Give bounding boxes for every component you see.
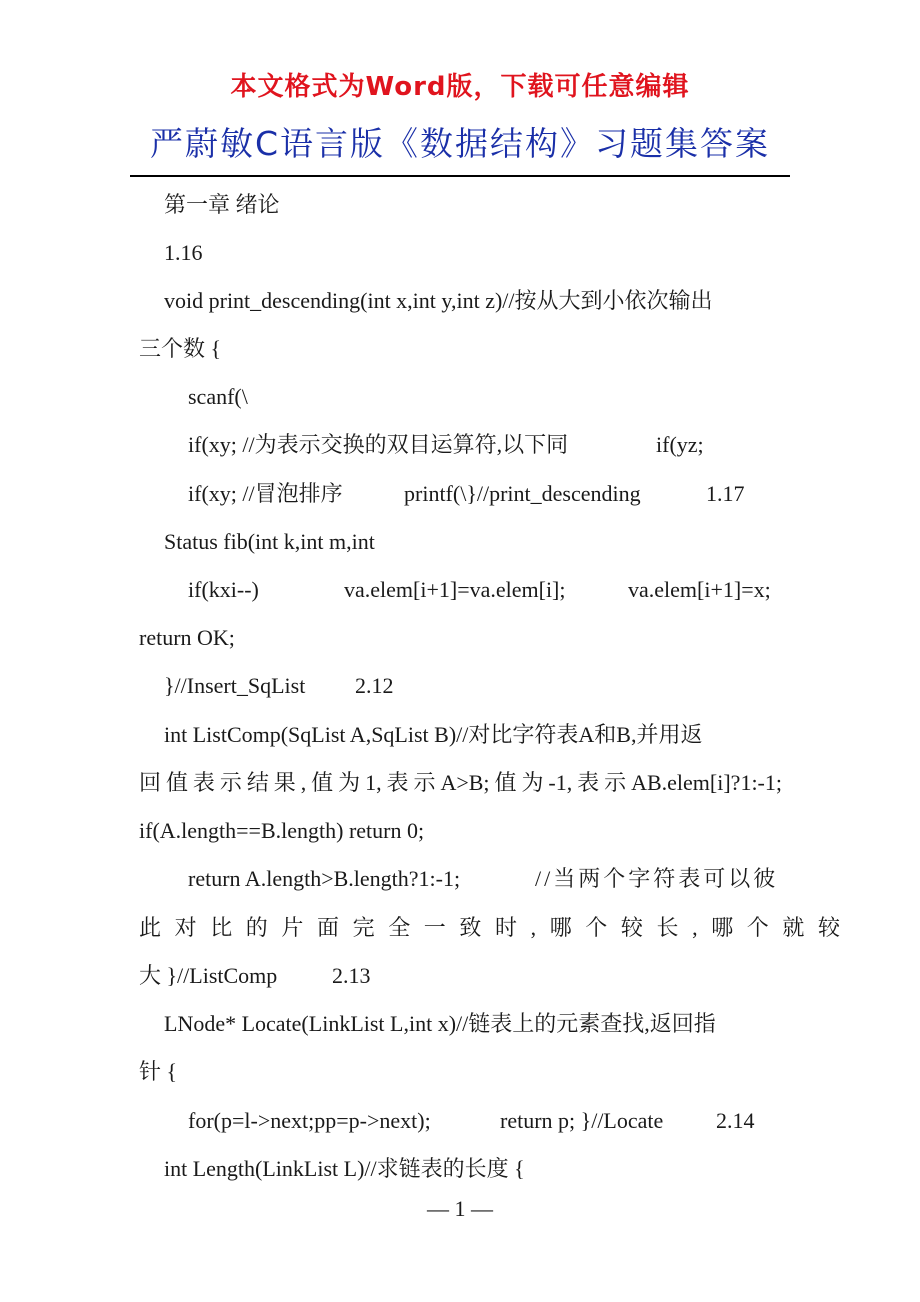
page-number: — 1 — bbox=[427, 1196, 493, 1221]
code-line: va.elem[i+1]=x; bbox=[628, 577, 771, 602]
code-line: va.elem[i+1]=va.elem[i]; bbox=[344, 577, 566, 602]
code-line: Status fib(int k,int m,int bbox=[164, 529, 375, 554]
code-line: 三个数 { bbox=[139, 336, 222, 361]
code-line: //当两个字符表可以彼 bbox=[535, 866, 779, 891]
title-divider bbox=[130, 175, 790, 177]
chapter-heading: 第一章 绪论 bbox=[164, 192, 280, 217]
code-line: scanf(\ bbox=[188, 384, 248, 409]
code-line: return p; }//Locate bbox=[500, 1108, 664, 1133]
code-line: if(kxi--) bbox=[188, 577, 259, 602]
code-line: return A.length>B.length?1:-1; bbox=[188, 866, 461, 891]
code-line: LNode* Locate(LinkList L,int x)//链表上的元素查找,返回指 bbox=[164, 1011, 716, 1036]
code-line: int Length(LinkList L)//求链表的长度 { bbox=[164, 1156, 525, 1181]
download-banner: 本文格式为Word版，下载可任意编辑 bbox=[230, 72, 690, 102]
code-line: if(A.length==B.length) return 0; bbox=[139, 818, 425, 843]
code-line: if(yz; bbox=[656, 432, 704, 457]
code-line: 针 { bbox=[139, 1059, 178, 1084]
code-line: if(xy; //为表示交换的双目运算符,以下同 bbox=[188, 432, 569, 457]
code-line: 回值表示结果,值为1,表示A>B;值为-1,表示AB.elem[i]?1:-1; bbox=[139, 770, 782, 795]
exercise-number: 2.12 bbox=[355, 673, 394, 698]
exercise-number: 1.17 bbox=[706, 481, 745, 506]
code-line: for(p=l->next;pp=p->next); bbox=[188, 1108, 431, 1133]
code-line: if(xy; //冒泡排序 bbox=[188, 481, 343, 506]
code-line: return OK; bbox=[139, 625, 235, 650]
exercise-number: 2.13 bbox=[332, 963, 371, 988]
code-line: }//Insert_SqList bbox=[164, 673, 306, 698]
code-line: int ListComp(SqList A,SqList B)//对比字符表A和B,并用返 bbox=[164, 722, 703, 747]
exercise-number: 1.16 bbox=[164, 240, 203, 265]
exercise-number: 2.14 bbox=[716, 1108, 755, 1133]
document-title: 严蔚敏C语言版《数据结构》习题集答案 bbox=[149, 124, 771, 163]
code-line: printf(\}//print_descending bbox=[404, 481, 641, 506]
code-line: 大 }//ListComp bbox=[139, 963, 278, 988]
code-line: void print_descending(int x,int y,int z)//按从大到小依次输出 bbox=[164, 288, 713, 313]
code-line: 此对比的片面完全一致时,哪个较长,哪个就较 bbox=[139, 915, 854, 940]
